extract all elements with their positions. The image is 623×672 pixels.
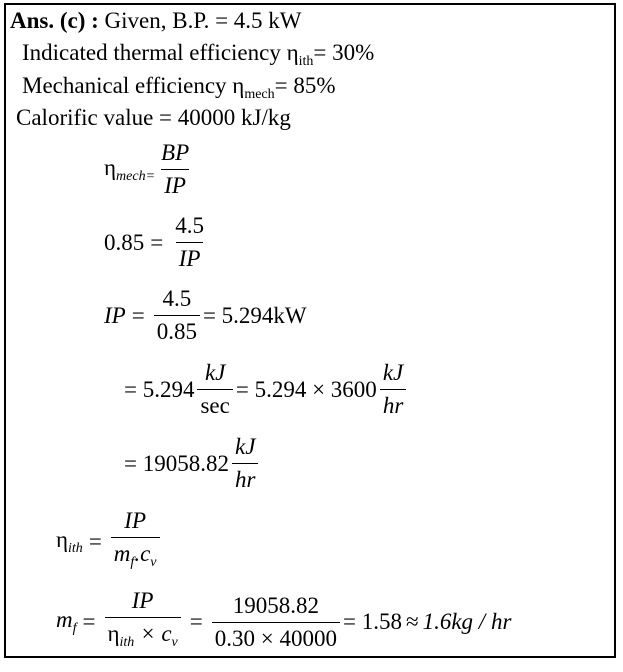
ith-sub: ith — [298, 54, 314, 69]
given-text: Given, B.P. = 4.5 kW — [104, 8, 302, 33]
eq6-lhs: $\eta_{ith}$ — [56, 527, 83, 556]
eq3-result: = 5.294kW — [202, 302, 307, 328]
mech-label: Mechanical efficiency η — [22, 73, 245, 98]
eq7-fraction1 — [105, 588, 181, 656]
eq6-equals: = — [88, 529, 102, 554]
equation-085 — [104, 213, 210, 272]
ith-label: Indicated thermal efficiency η — [22, 40, 299, 65]
eq3-lhs: IP — [104, 302, 126, 328]
eq7-equals: = — [82, 609, 96, 634]
equation-mech-efficiency — [104, 140, 195, 199]
eq3-numerator: 4.5 — [162, 286, 192, 311]
eq2-equals: = — [150, 229, 164, 255]
eq7-denominator2: 0.30 × 40000 — [212, 622, 340, 652]
eq3-denominator: 0.85 — [154, 315, 200, 345]
equation-kj-per-hr — [124, 434, 261, 493]
eq4-numerator1: kJ — [204, 360, 226, 385]
equation-ith — [56, 508, 163, 576]
eq1-denominator: IP — [161, 169, 189, 199]
eq7-equals2: = — [189, 609, 203, 634]
eq4-denominator1: sec — [197, 389, 232, 419]
indicated-efficiency-line — [22, 40, 374, 75]
equation-ip — [104, 286, 307, 345]
eq7-numerator2: 19058.82 — [232, 592, 319, 618]
eq7-final-result: 1.6kg / hr — [422, 609, 512, 634]
eq5-denominator: hr — [232, 463, 258, 493]
eq1-lhs: $\eta_{mech=}$ — [104, 154, 156, 184]
mech-sub: mech — [244, 87, 275, 102]
approx-symbol: ≈ — [405, 609, 419, 634]
calorific-value-line: Calorific value = 40000 kJ/kg — [16, 105, 291, 130]
eq3-fraction — [154, 286, 200, 345]
answer-label: Ans. (c) : — [10, 8, 99, 33]
answer-header — [10, 8, 302, 34]
eq1-numerator: BP — [161, 140, 190, 165]
eq2-fraction — [172, 213, 207, 272]
eq5-fraction — [232, 434, 258, 493]
eq2-lhs: 0.85 — [104, 229, 145, 255]
eq4-part1: = 5.294 — [124, 376, 195, 402]
eq4-denominator2: hr — [380, 389, 406, 419]
equation-mf — [56, 588, 511, 656]
eq7-fraction2 — [212, 593, 340, 652]
eq7-numerator1: IP — [131, 588, 154, 613]
eq7-result: = 1.58 — [342, 609, 402, 634]
eq3-equals: = — [131, 302, 145, 328]
eq4-fraction1 — [197, 360, 232, 419]
eq6-fraction — [111, 508, 160, 576]
ith-value: = 30% — [313, 40, 375, 65]
equation-kj-conversion — [124, 360, 409, 419]
eq5-part1: = 19058.82 — [124, 450, 229, 476]
eq4-numerator2: kJ — [382, 360, 404, 385]
eq7-lhs: $m_f$ — [56, 607, 77, 636]
eq6-numerator: IP — [124, 508, 146, 533]
eq1-fraction — [158, 140, 192, 199]
eq5-numerator: kJ — [235, 434, 256, 459]
mechanical-efficiency-line — [22, 73, 336, 108]
eq4-part2: = 5.294 × 3600 — [235, 376, 377, 402]
mech-value: = 85% — [274, 73, 336, 98]
eq6-denominator: $m_f.c_v$ — [111, 537, 160, 576]
eq2-numerator: 4.5 — [175, 213, 204, 238]
eq4-fraction2 — [380, 360, 406, 419]
eq2-denominator: IP — [176, 242, 204, 272]
eq7-denominator1: $\eta_{ith} \times c_v$ — [105, 617, 181, 656]
